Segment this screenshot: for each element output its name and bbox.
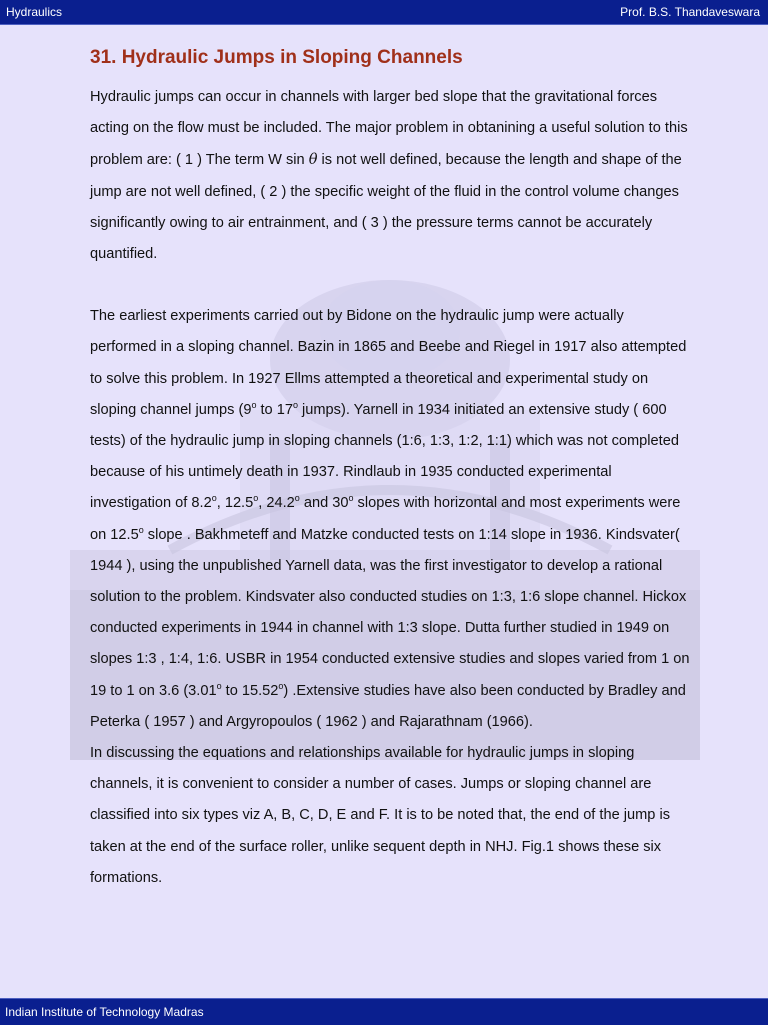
history-text: slopes with horizontal and most experiments were on 12.5 [90, 495, 681, 543]
history-text: jumps). Yarnell in 1934 initiated an extensive study ( 600 tests) of the hydraulic jump in sloping channels (1:6, 1:3, 1:2, 1:1) which was not completed because of his untimely death in 1937. Rindlaub in 1935 conducted experimental investigation of 8.2 [90, 401, 679, 512]
paragraph-history [90, 301, 690, 738]
degree-superscript: o [253, 493, 259, 504]
footer-bar [0, 998, 768, 1025]
institute-name: Indian Institute of Technology Madras [5, 1005, 204, 1019]
history-text: to 15.52 [221, 682, 279, 699]
history-text: The earliest experiments carried out by Bidone on the hydraulic jump were actually performed in a sloping channel. Bazin in 1865 and Beebe and Riegel in 1917 also attempted to solve this problem. In 1927 Ellms attempted a theoretical and experimental study on sloping channel jumps (9 [90, 308, 687, 418]
course-title: Hydraulics [6, 5, 63, 19]
history-text: ) .Extensive studies have also been conducted by Bradley and Peterka ( 1957 ) and Argyropoulos ( 1962 ) and Rajarathnam (1966). [90, 682, 686, 730]
history-text: , 24.2 [258, 495, 295, 512]
degree-superscript: o [292, 399, 298, 410]
degree-superscript: o [211, 493, 217, 504]
history-text: to 17 [256, 401, 293, 418]
paragraph-classification: In discussing the equations and relationships available for hydraulic jumps in sloping channels, it is convenient to consider a number of cases. Jumps or sloping channel are classified into six types viz A, B, C, D, E and F. It is to be noted that, the end of the jump is taken at the end of the surface roller, unlike sequent depth in NHJ. Fig.1 shows these six formations. [90, 745, 670, 886]
paragraph-intro-text-1: Hydraulic jumps can occur in channels with larger bed slope that the gravitational forces acting on the flow must be included. The major problem in obtanining a useful solution to this problem are: ( 1 ) The term W sin [90, 89, 688, 169]
degree-superscript: o [138, 524, 144, 535]
degree-superscript: o [216, 680, 222, 691]
degree-superscript: o [251, 399, 257, 410]
paragraph-spacer [90, 270, 690, 301]
author-name: Prof. B.S. Thandaveswara [620, 5, 760, 19]
header-bar [0, 0, 768, 25]
main-content [90, 42, 690, 894]
section-title: 31. Hydraulic Jumps in Sloping Channels [90, 47, 463, 68]
history-text: , 12.5 [216, 495, 254, 512]
degree-superscript: o [348, 493, 354, 504]
degree-superscript: o [278, 680, 284, 691]
paragraph-intro [90, 82, 690, 270]
history-text: and 30 [299, 495, 349, 512]
paragraph-intro-text-2: is not well defined, because the length and shape of the jump are not well defined, ( 2 ) the specific weight of the fluid in the control volume changes significantly owing to air entrainment, and ( 3 ) the pressure terms cannot be accurately quantified. [90, 152, 682, 263]
theta-symbol: θ [308, 151, 318, 169]
history-text: slope . Bakhmeteff and Matzke conducted tests on 1:14 slope in 1936. Kindsvater( 1944 ), using the unpublished Yarnell data, was the first investigator to develop a rational solution to the problem. Kindsvater also conducted studies on 1:3, 1:6 slope channel. Hickox conducted experiments in 1944 in channel with 1:3 slope. Dutta further studied in 1949 on slopes 1:3 , 1:4, 1:6. USBR in 1954 conducted extensive studies and slopes varied from 1 on 19 to 1 on 3.6 (3.01 [90, 526, 690, 699]
degree-superscript: o [294, 493, 300, 504]
